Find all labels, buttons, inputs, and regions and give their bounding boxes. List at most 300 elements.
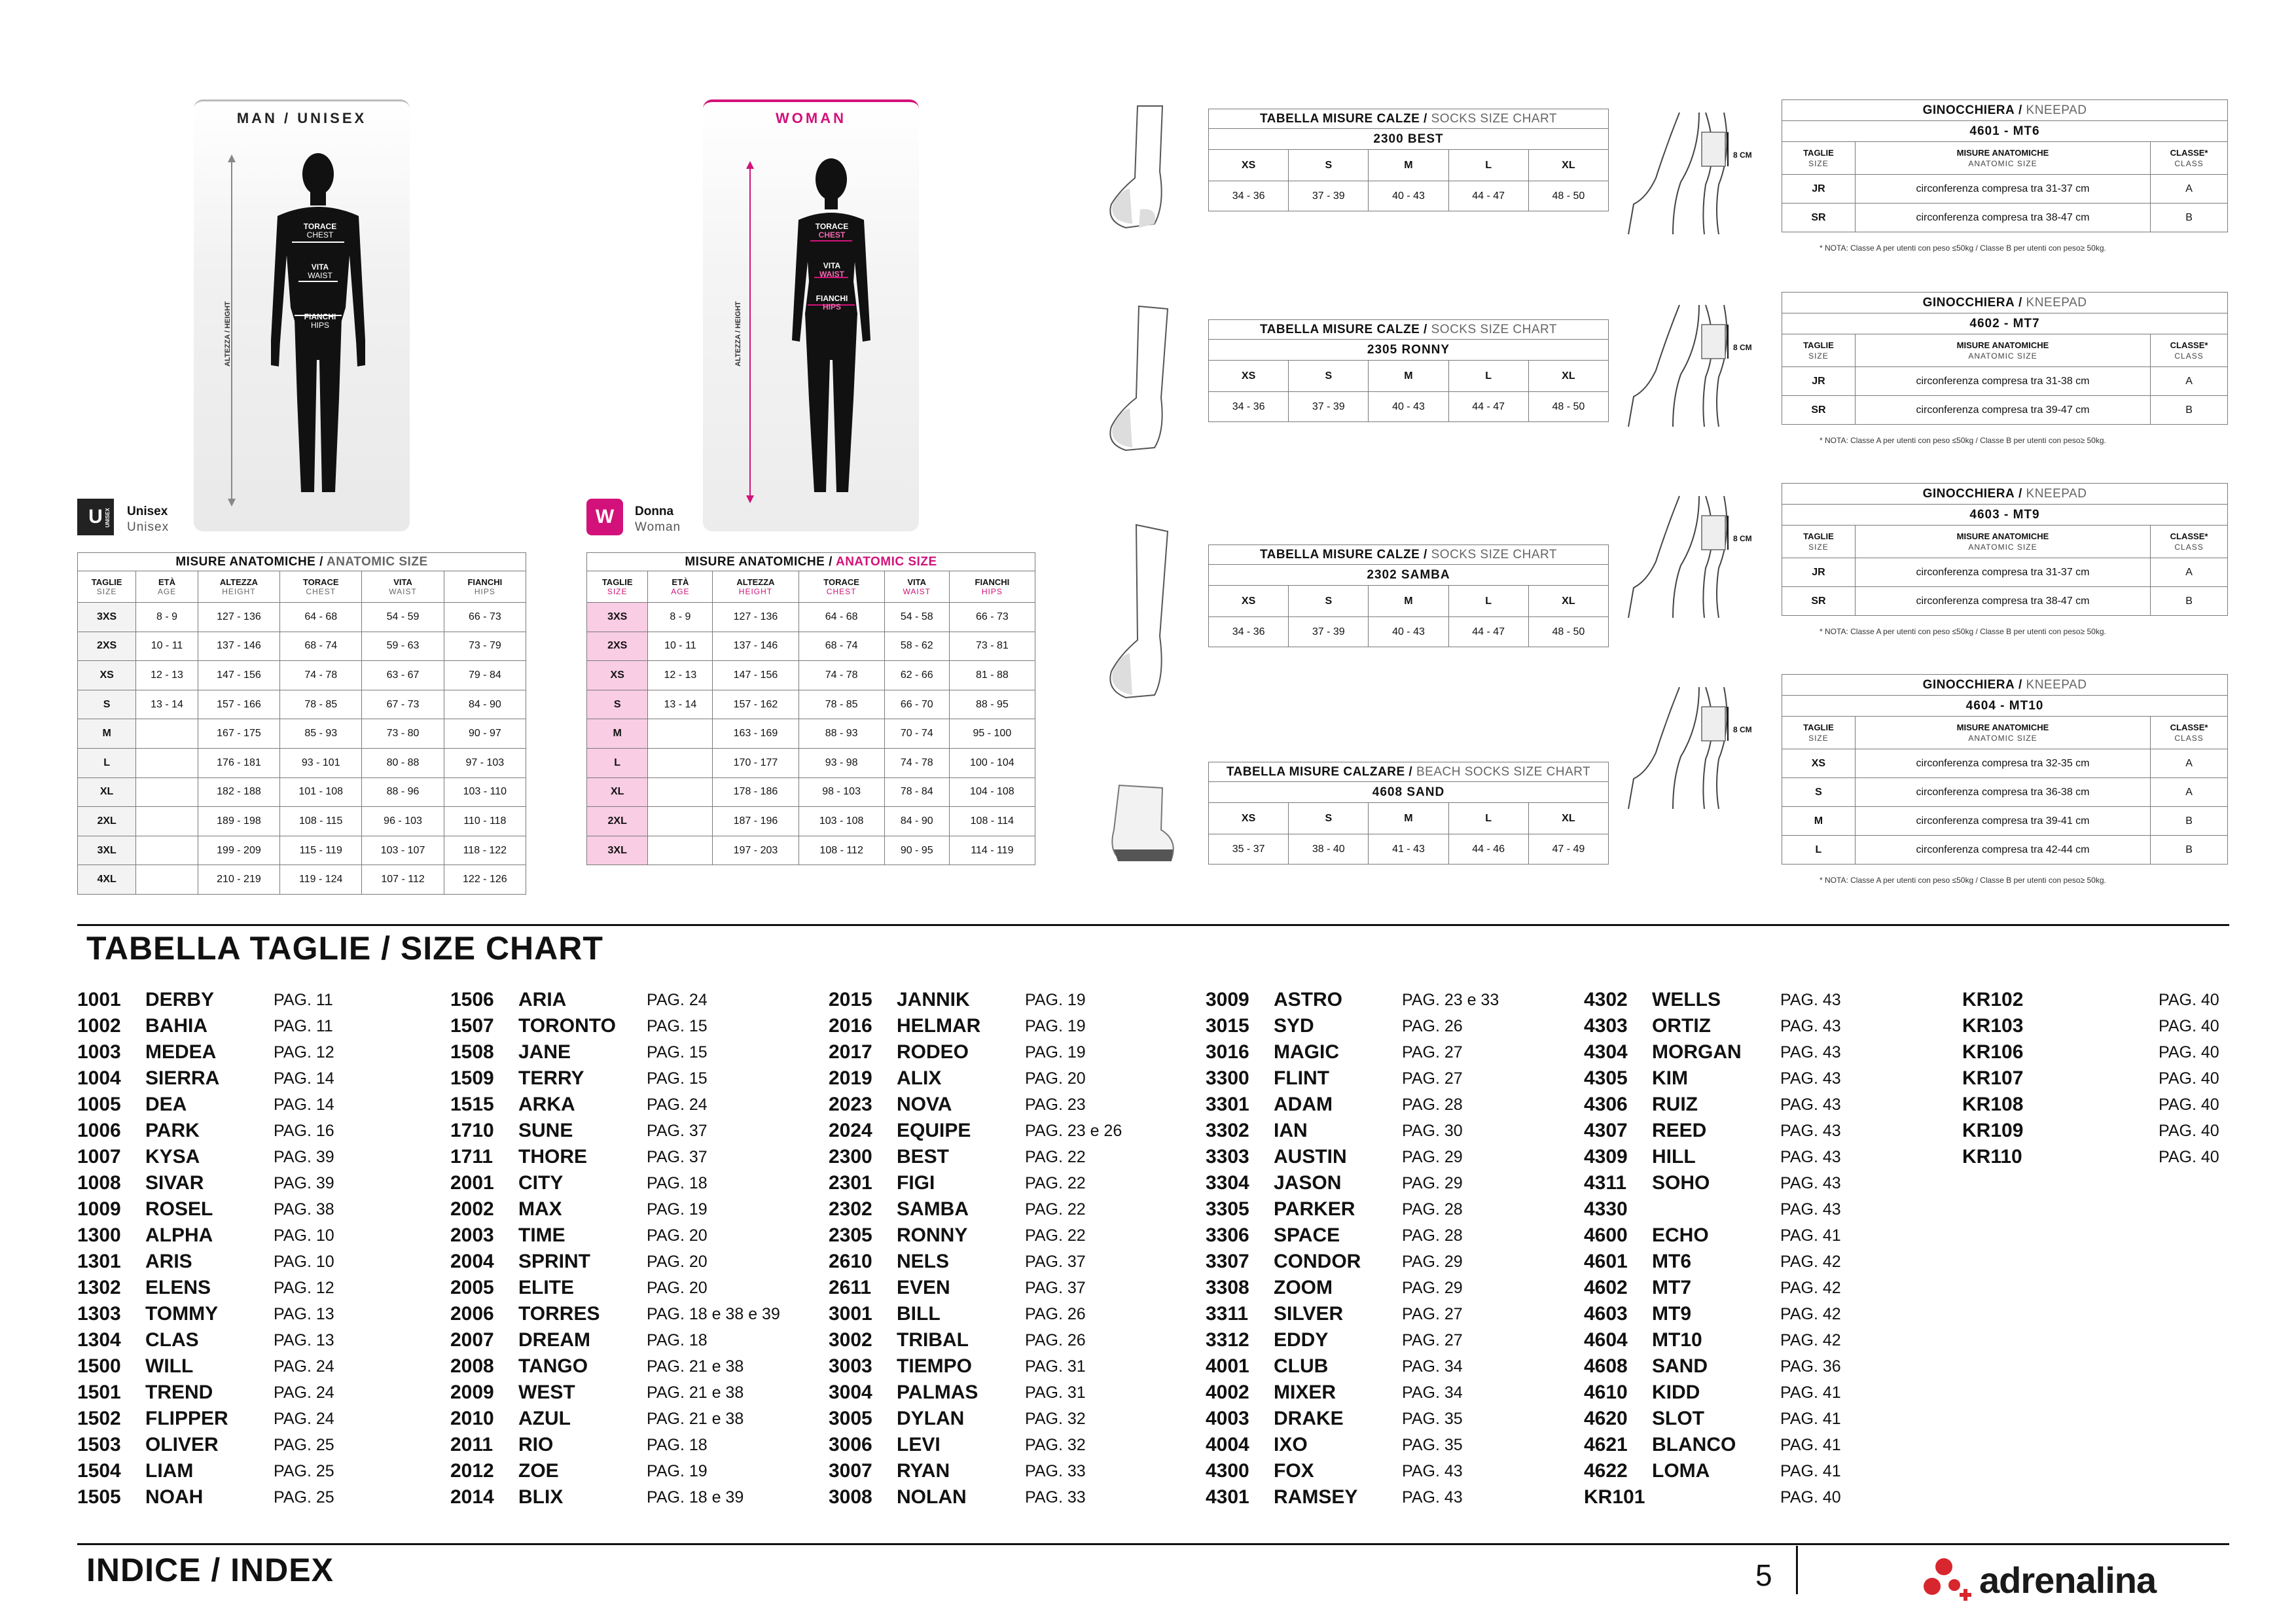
product-page: PAG. 26: [1402, 1017, 1463, 1035]
product-code: 3304: [1206, 1172, 1249, 1194]
kneepad-table-title: GINOCCHIERA / KNEEPAD: [1782, 675, 2228, 696]
product-name: LIAM: [145, 1460, 194, 1482]
product-name: EDDY: [1274, 1329, 1329, 1351]
product-name: ELENS: [145, 1277, 211, 1298]
product-code: 2008: [450, 1355, 494, 1377]
product-page: PAG. 40: [1780, 1488, 1841, 1507]
product-page: PAG. 19: [1025, 1017, 1086, 1035]
kneepad-model: 4602 - MT7: [1782, 313, 2228, 334]
value-cell: [648, 807, 713, 836]
product-name: FIGI: [897, 1172, 935, 1194]
product-page: PAG. 31: [1025, 1383, 1086, 1402]
product-page: PAG. 15: [647, 1043, 708, 1061]
product-code: 2300: [829, 1146, 872, 1168]
product-page: PAG. 18 e 39: [647, 1488, 744, 1507]
product-name: SAMBA: [897, 1198, 969, 1220]
product-code: 1301: [77, 1251, 121, 1272]
product-code: 4002: [1206, 1382, 1249, 1403]
product-name: JASON: [1274, 1172, 1342, 1194]
value-cell: [136, 719, 198, 749]
product-name: RUIZ: [1652, 1094, 1698, 1115]
index-entry: [1206, 1249, 1572, 1275]
product-code: 1302: [77, 1277, 121, 1298]
product-name: EQUIPE: [897, 1120, 971, 1141]
index-entry: [1584, 1092, 1950, 1118]
sock-size-header: M: [1369, 361, 1448, 392]
product-page: PAG. 29: [1402, 1279, 1463, 1297]
product-page: PAG. 13: [274, 1305, 334, 1323]
sock-model: 4608 SAND: [1209, 782, 1609, 803]
table-row: [587, 836, 1035, 865]
man-hips-label: FIANCHI HIPS: [304, 312, 336, 330]
kneepad-table-title: GINOCCHIERA / KNEEPAD: [1782, 293, 2228, 313]
product-name: DREAM: [518, 1329, 590, 1351]
index-entry: [1962, 1039, 2237, 1065]
index-entry: [1584, 1118, 1950, 1144]
value-cell: 13 - 14: [648, 690, 713, 719]
footer-title: INDICE / INDEX: [86, 1552, 334, 1588]
sock-size-value: 37 - 39: [1289, 392, 1369, 422]
product-name: TERRY: [518, 1067, 584, 1089]
index-entry: [1584, 1380, 1950, 1406]
product-name: WEST: [518, 1382, 575, 1403]
index-entry: [1584, 1327, 1950, 1353]
value-cell: 210 - 219: [198, 865, 279, 895]
product-code: 2010: [450, 1408, 494, 1429]
index-entry: [1206, 1222, 1572, 1249]
sock-model: 2305 RONNY: [1209, 340, 1609, 361]
kneepad-column-header: TAGLIE SIZE: [1782, 526, 1856, 558]
product-name: RYAN: [897, 1460, 950, 1482]
product-code: KR102: [1962, 989, 2024, 1010]
index-entry: [829, 987, 1195, 1013]
product-name: ORTIZ: [1652, 1015, 1711, 1037]
index-entry: [77, 1406, 444, 1432]
value-cell: 108 - 114: [949, 807, 1035, 836]
product-code: 1505: [77, 1486, 121, 1508]
value-cell: 8 - 9: [648, 603, 713, 632]
product-code: 2002: [450, 1198, 494, 1220]
product-name: KIDD: [1652, 1382, 1700, 1403]
man-waist-label: VITA WAIST: [308, 262, 332, 280]
value-cell: 70 - 74: [884, 719, 949, 749]
size-cell: L: [78, 748, 136, 777]
sock-size-value: 40 - 43: [1369, 617, 1448, 647]
product-code: 4330: [1584, 1198, 1628, 1220]
value-cell: 108 - 112: [798, 836, 884, 865]
table-row: [78, 865, 526, 895]
sock-size-value: 44 - 46: [1448, 834, 1528, 865]
product-code: 4306: [1584, 1094, 1628, 1115]
index-entry: [1962, 1092, 2237, 1118]
index-entry: [77, 1484, 444, 1510]
index-entry: [450, 1406, 817, 1432]
index-entry: [77, 1458, 444, 1484]
product-name: MT7: [1652, 1277, 1691, 1298]
product-code: 1508: [450, 1041, 494, 1063]
size-cell: M: [587, 719, 648, 749]
product-name: THORE: [518, 1146, 587, 1168]
product-code: 3002: [829, 1329, 872, 1351]
value-cell: 197 - 203: [713, 836, 798, 865]
size-cell: XS: [78, 661, 136, 690]
product-page: PAG. 27: [1402, 1069, 1463, 1088]
table-row: [1782, 807, 2228, 836]
index-entry: [1962, 1144, 2237, 1170]
index-entry: [1584, 1301, 1950, 1327]
index-entry: [77, 1222, 444, 1249]
table-row: [78, 661, 526, 690]
sock-size-value: 34 - 36: [1209, 181, 1289, 211]
value-cell: 8 - 9: [136, 603, 198, 632]
value-cell: 88 - 96: [362, 777, 444, 807]
product-name: TORONTO: [518, 1015, 616, 1037]
index-entry: [829, 1275, 1195, 1301]
index-entry: [77, 1327, 444, 1353]
product-name: AZUL: [518, 1408, 571, 1429]
value-cell: [648, 836, 713, 865]
product-page: PAG. 41: [1780, 1410, 1841, 1428]
index-entry: [450, 1275, 817, 1301]
product-code: 4610: [1584, 1382, 1628, 1403]
product-page: PAG. 10: [274, 1253, 334, 1271]
man-chest-label: TORACE CHEST: [303, 222, 337, 240]
index-entry: [1584, 1432, 1950, 1458]
product-code: 2611: [829, 1277, 872, 1298]
size-cell: XL: [78, 777, 136, 807]
product-page: PAG. 35: [1402, 1410, 1463, 1428]
product-name: ARKA: [518, 1094, 575, 1115]
product-name: ROSEL: [145, 1198, 213, 1220]
size-cell: 3XL: [587, 836, 648, 865]
product-name: IAN: [1274, 1120, 1308, 1141]
product-name: NOVA: [897, 1094, 952, 1115]
kneepad-height-label: 8 CM: [1733, 725, 1752, 734]
product-code: 2012: [450, 1460, 494, 1482]
woman-height-label: ALTEZZA / HEIGHT: [734, 301, 742, 366]
index-entry: [1206, 1406, 1572, 1432]
index-entry: [1206, 987, 1572, 1013]
value-cell: 74 - 78: [280, 661, 362, 690]
product-code: 4300: [1206, 1460, 1249, 1482]
kneepad-column-header: CLASSE* CLASS: [2151, 334, 2228, 367]
kneepad-model: 4601 - MT6: [1782, 121, 2228, 142]
product-code: 2015: [829, 989, 872, 1010]
index-entry: [450, 1327, 817, 1353]
index-entry: [1584, 1353, 1950, 1380]
sock-icon-2300: [1100, 99, 1191, 237]
value-cell: 103 - 107: [362, 836, 444, 865]
product-name: MAX: [518, 1198, 562, 1220]
product-code: 3300: [1206, 1067, 1249, 1089]
product-page: PAG. 14: [274, 1069, 334, 1088]
product-name: ELITE: [518, 1277, 575, 1298]
product-name: TORRES: [518, 1303, 600, 1325]
product-name: HILL: [1652, 1146, 1696, 1168]
index-entry: [450, 987, 817, 1013]
table-row: [1782, 587, 2228, 616]
product-name: EVEN: [897, 1277, 950, 1298]
kneepad-size-table: [1782, 483, 2228, 616]
kneepad-table-title: GINOCCHIERA / KNEEPAD: [1782, 484, 2228, 505]
index-entry: [829, 1301, 1195, 1327]
value-cell: 97 - 103: [444, 748, 526, 777]
index-entry: [829, 1118, 1195, 1144]
product-page: PAG. 32: [1025, 1410, 1086, 1428]
column-header: ETÀ AGE: [648, 571, 713, 603]
product-name: MAGIC: [1274, 1041, 1339, 1063]
index-entry: [1584, 1013, 1950, 1039]
product-name: ADAM: [1274, 1094, 1333, 1115]
product-page: PAG. 29: [1402, 1174, 1463, 1192]
measure-cell: circonferenza compresa tra 36-38 cm: [1855, 778, 2150, 807]
product-page: PAG. 34: [1402, 1357, 1463, 1376]
value-cell: 10 - 11: [648, 632, 713, 661]
sock-size-value: 41 - 43: [1369, 834, 1448, 865]
product-page: PAG. 33: [1025, 1462, 1086, 1480]
value-cell: 64 - 68: [280, 603, 362, 632]
product-name: PALMAS: [897, 1382, 978, 1403]
value-cell: 59 - 63: [362, 632, 444, 661]
index-entry: [1962, 1013, 2237, 1039]
product-code: 4001: [1206, 1355, 1249, 1377]
product-code: 3001: [829, 1303, 872, 1325]
sock-size-value: 40 - 43: [1369, 181, 1448, 211]
value-cell: [136, 836, 198, 865]
index-entry: [77, 1065, 444, 1092]
product-page: PAG. 40: [2159, 1069, 2219, 1088]
product-name: ALPHA: [145, 1224, 213, 1246]
table-row: [1782, 778, 2228, 807]
product-name: OLIVER: [145, 1434, 219, 1455]
value-cell: 101 - 108: [280, 777, 362, 807]
product-page: PAG. 36: [1780, 1357, 1841, 1376]
product-code: 1500: [77, 1355, 121, 1377]
value-cell: 80 - 88: [362, 748, 444, 777]
product-page: PAG. 20: [647, 1253, 708, 1271]
index-entry: [1206, 1196, 1572, 1222]
woman-chest-label: TORACE CHEST: [815, 222, 849, 240]
product-name: BILL: [897, 1303, 941, 1325]
product-name: FLIPPER: [145, 1408, 228, 1429]
product-code: 4600: [1584, 1224, 1628, 1246]
product-code: KR107: [1962, 1067, 2024, 1089]
index-entry: [1584, 1222, 1950, 1249]
table-row: [1782, 396, 2228, 425]
sock-size-value: 48 - 50: [1528, 181, 1608, 211]
product-code: 1007: [77, 1146, 121, 1168]
sock-size-header: XS: [1209, 803, 1289, 834]
table-row: [78, 719, 526, 749]
product-page: PAG. 15: [647, 1017, 708, 1035]
value-cell: 176 - 181: [198, 748, 279, 777]
class-cell: B: [2151, 396, 2228, 425]
product-page: PAG. 18 e 38 e 39: [647, 1305, 780, 1323]
product-page: PAG. 25: [274, 1488, 334, 1507]
product-code: 1504: [77, 1460, 121, 1482]
value-cell: 88 - 93: [798, 719, 884, 749]
woman-figure-title: WOMAN: [776, 110, 846, 126]
product-page: PAG. 20: [647, 1279, 708, 1297]
product-name: SPRINT: [518, 1251, 591, 1272]
sock-size-header: XS: [1209, 586, 1289, 617]
product-name: RONNY: [897, 1224, 968, 1246]
index-entry: [77, 1144, 444, 1170]
value-cell: 98 - 103: [798, 777, 884, 807]
size-cell: 3XL: [78, 836, 136, 865]
value-cell: 110 - 118: [444, 807, 526, 836]
sock-size-value: 35 - 37: [1209, 834, 1289, 865]
product-name: BAHIA: [145, 1015, 207, 1037]
product-page: PAG. 38: [274, 1200, 334, 1219]
index-entry: [1206, 1065, 1572, 1092]
sock-table-title: TABELLA MISURE CALZARE / BEACH SOCKS SIZE CHART: [1209, 762, 1609, 782]
value-cell: 74 - 78: [884, 748, 949, 777]
product-code: 1005: [77, 1094, 121, 1115]
index-entry: [450, 1484, 817, 1510]
product-page: PAG. 25: [274, 1436, 334, 1454]
product-code: 3004: [829, 1382, 872, 1403]
product-page: PAG. 40: [2159, 1043, 2219, 1061]
kneepad-size-table: [1782, 292, 2228, 425]
index-entry: [1962, 987, 2237, 1013]
product-code: 1515: [450, 1094, 494, 1115]
value-cell: 182 - 188: [198, 777, 279, 807]
product-name: JANNIK: [897, 989, 970, 1010]
kneepad-column-header: MISURE ANATOMICHE ANATOMIC SIZE: [1855, 526, 2150, 558]
class-cell: B: [2151, 807, 2228, 836]
sock-size-header: S: [1289, 586, 1369, 617]
index-entry: [450, 1380, 817, 1406]
value-cell: 58 - 62: [884, 632, 949, 661]
index-entry: [77, 1092, 444, 1118]
size-cell: L: [587, 748, 648, 777]
index-entry: [450, 1458, 817, 1484]
sock-size-value: 40 - 43: [1369, 392, 1448, 422]
product-name: CLAS: [145, 1329, 199, 1351]
product-page: PAG. 24: [274, 1410, 334, 1428]
table-row: [78, 807, 526, 836]
sock-size-value: 34 - 36: [1209, 392, 1289, 422]
value-cell: 68 - 74: [280, 632, 362, 661]
product-code: 1711: [450, 1146, 493, 1168]
value-cell: 78 - 85: [798, 690, 884, 719]
product-code: 4620: [1584, 1408, 1628, 1429]
product-name: BLANCO: [1652, 1434, 1736, 1455]
sock-size-value: 44 - 47: [1448, 392, 1528, 422]
value-cell: 163 - 169: [713, 719, 798, 749]
value-cell: 90 - 97: [444, 719, 526, 749]
size-cell: JR: [1782, 558, 1856, 587]
woman-badge-icon: W: [586, 499, 623, 535]
product-name: CITY: [518, 1172, 564, 1194]
product-page: PAG. 16: [274, 1122, 334, 1140]
value-cell: 68 - 74: [798, 632, 884, 661]
value-cell: 73 - 80: [362, 719, 444, 749]
product-name: FLINT: [1274, 1067, 1329, 1089]
product-page: PAG. 41: [1780, 1383, 1841, 1402]
value-cell: 63 - 67: [362, 661, 444, 690]
product-name: TOMMY: [145, 1303, 219, 1325]
sock-size-table: [1208, 109, 1609, 211]
value-cell: 13 - 14: [136, 690, 198, 719]
sock-size-header: M: [1369, 803, 1448, 834]
size-chart-title: TABELLA TAGLIE / SIZE CHART: [86, 930, 603, 967]
size-cell: 2XL: [78, 807, 136, 836]
value-cell: 137 - 146: [198, 632, 279, 661]
product-page: PAG. 42: [1780, 1331, 1841, 1349]
index-column: [77, 987, 444, 1510]
product-code: 2001: [450, 1172, 494, 1194]
value-cell: 167 - 175: [198, 719, 279, 749]
sock-size-header: XL: [1528, 803, 1608, 834]
product-page: PAG. 43: [1780, 1096, 1841, 1114]
table-row: [587, 748, 1035, 777]
value-cell: 73 - 79: [444, 632, 526, 661]
product-page: PAG. 11: [274, 991, 333, 1009]
product-name: SUNE: [518, 1120, 573, 1141]
product-page: PAG. 35: [1402, 1436, 1463, 1454]
product-page: PAG. 43: [1780, 1043, 1841, 1061]
size-cell: 2XS: [587, 632, 648, 661]
product-code: 2302: [829, 1198, 872, 1220]
value-cell: [136, 865, 198, 895]
product-name: CONDOR: [1274, 1251, 1361, 1272]
product-page: PAG. 22: [1025, 1174, 1086, 1192]
index-entry: [1584, 1275, 1950, 1301]
kneepad-column-header: CLASSE* CLASS: [2151, 717, 2228, 749]
kneepad-column-header: MISURE ANATOMICHE ANATOMIC SIZE: [1855, 142, 2150, 175]
product-code: 4603: [1584, 1303, 1628, 1325]
index-column: [450, 987, 817, 1510]
value-cell: 189 - 198: [198, 807, 279, 836]
value-cell: 137 - 146: [713, 632, 798, 661]
value-cell: 147 - 156: [198, 661, 279, 690]
value-cell: 62 - 66: [884, 661, 949, 690]
value-cell: 199 - 209: [198, 836, 279, 865]
measure-cell: circonferenza compresa tra 31-38 cm: [1855, 367, 2150, 396]
value-cell: [136, 777, 198, 807]
measure-cell: circonferenza compresa tra 38-47 cm: [1855, 204, 2150, 232]
product-page: PAG. 37: [647, 1148, 708, 1166]
value-cell: 84 - 90: [884, 807, 949, 836]
product-code: 1006: [77, 1120, 121, 1141]
value-cell: 107 - 112: [362, 865, 444, 895]
product-name: SLOT: [1652, 1408, 1704, 1429]
product-name: ZOE: [518, 1460, 559, 1482]
measure-cell: circonferenza compresa tra 32-35 cm: [1855, 749, 2150, 778]
product-code: 3008: [829, 1486, 872, 1508]
size-cell: L: [1782, 836, 1856, 865]
product-page: PAG. 18: [647, 1436, 708, 1454]
sock-size-header: M: [1369, 586, 1448, 617]
table-row: [587, 603, 1035, 632]
product-page: PAG. 33: [1025, 1488, 1086, 1507]
table-row: [587, 661, 1035, 690]
kneepad-leg-icon: [1621, 681, 1732, 812]
column-header: ETÀ AGE: [136, 571, 198, 603]
product-page: PAG. 43: [1780, 1017, 1841, 1035]
product-code: 4604: [1584, 1329, 1628, 1351]
product-code: 1003: [77, 1041, 121, 1063]
product-page: PAG. 43: [1402, 1462, 1463, 1480]
product-page: PAG. 19: [1025, 991, 1086, 1009]
product-page: PAG. 27: [1402, 1043, 1463, 1061]
product-name: RAMSEY: [1274, 1486, 1358, 1508]
sock-icon-2302: [1100, 518, 1191, 702]
product-page: PAG. 43: [1780, 1200, 1841, 1219]
unisex-badge-label: Unisex Unisex: [127, 505, 170, 534]
